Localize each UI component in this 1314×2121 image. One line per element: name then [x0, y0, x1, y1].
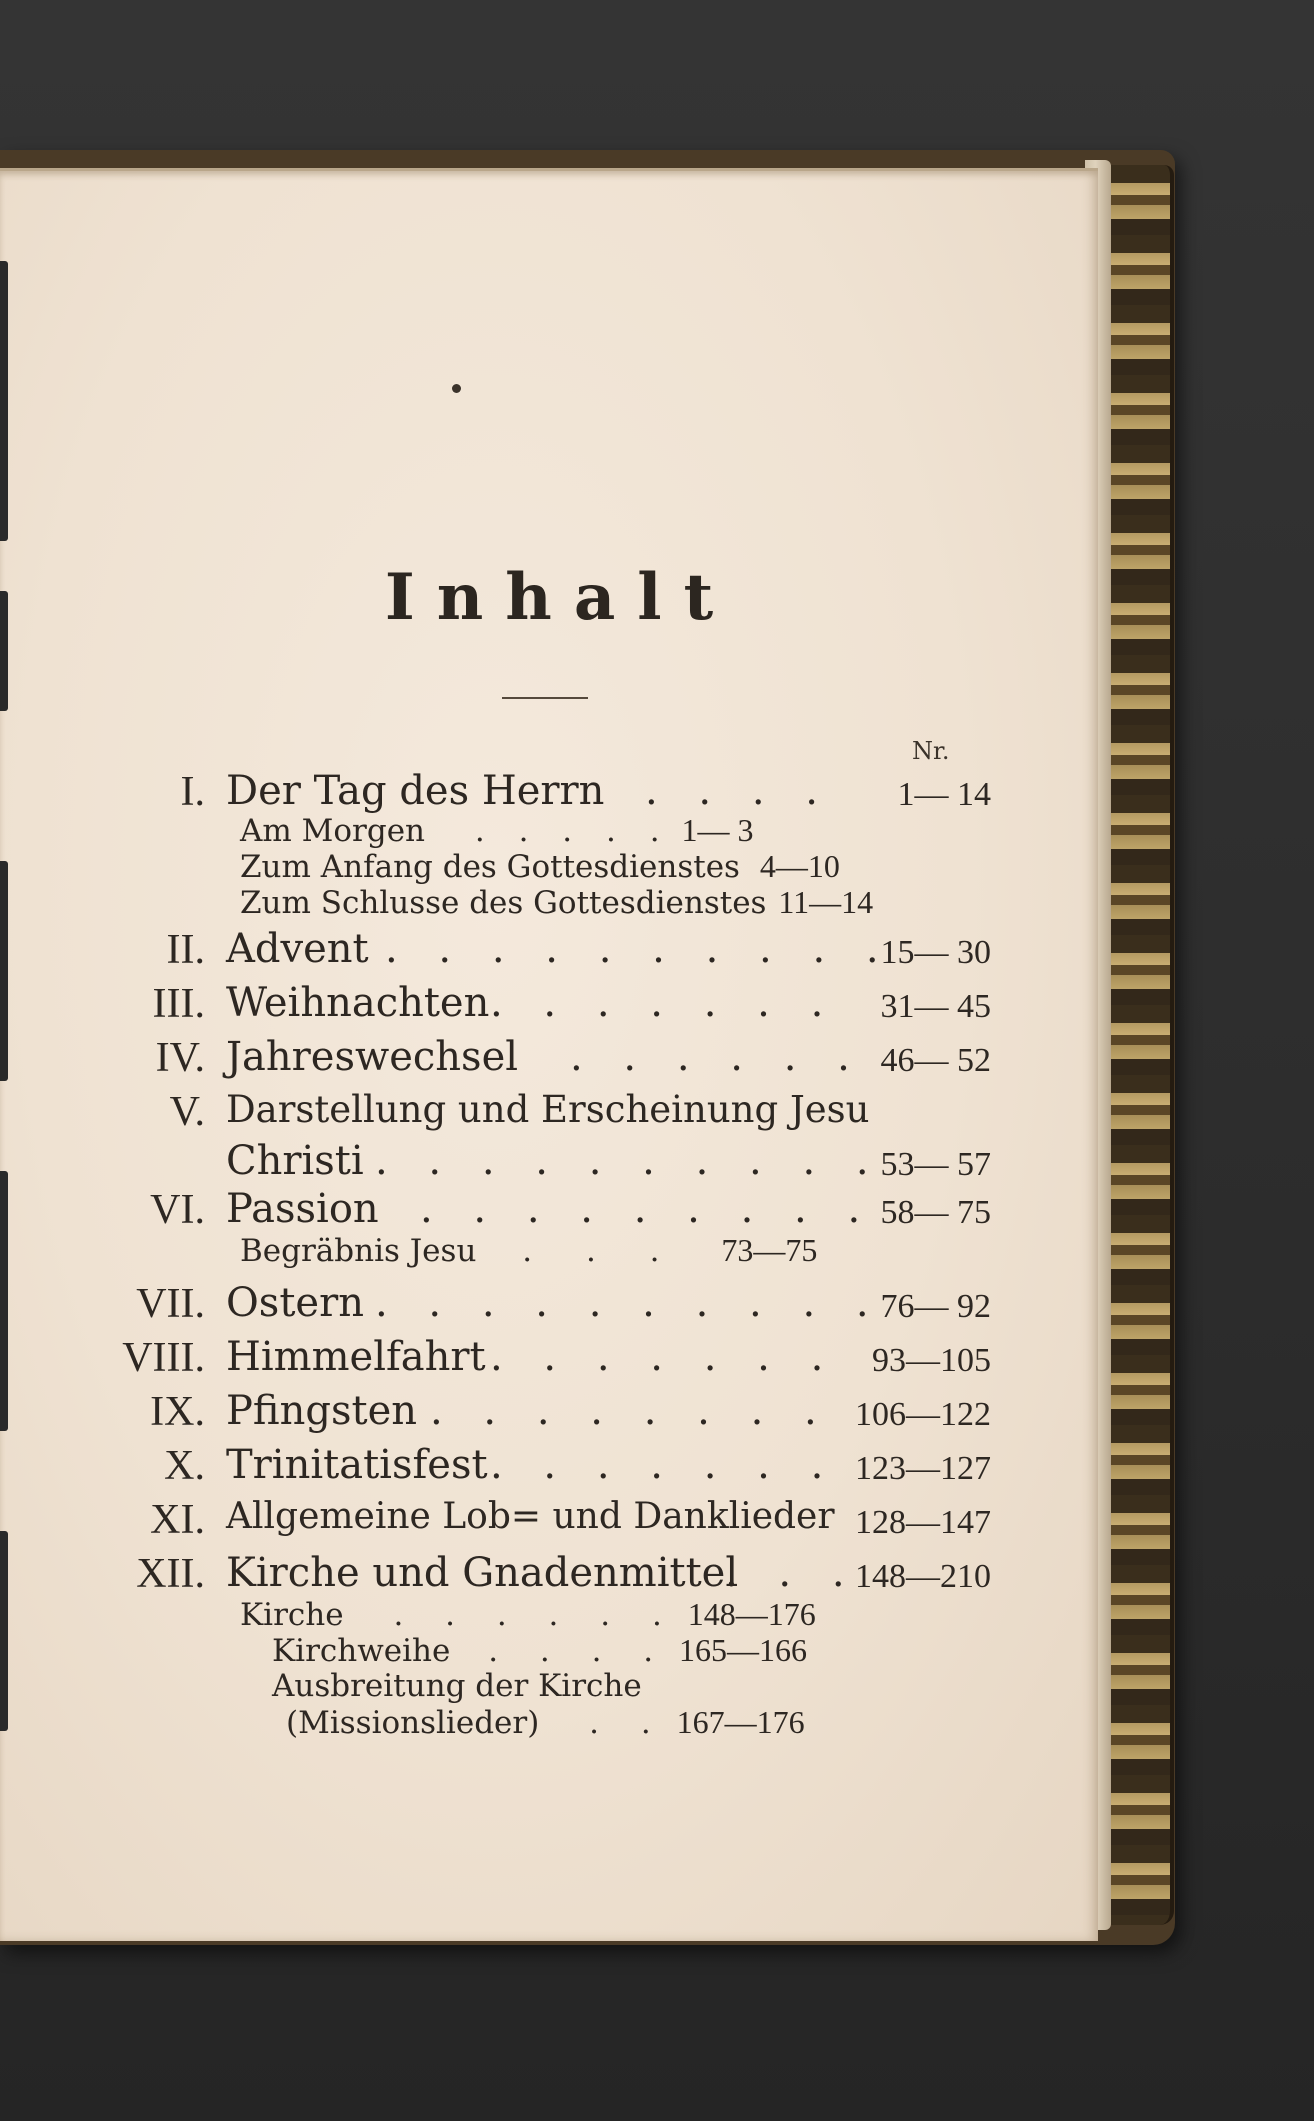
- subsection-entry: [272, 1668, 642, 1704]
- subsection-range: 11—14: [778, 884, 874, 920]
- subsection-range: 73—75: [721, 1232, 818, 1268]
- subsection-title: Zum Schlusse des Gottesdienstes: [240, 885, 767, 921]
- hymn-range: 53— 57: [880, 1146, 991, 1183]
- toc-entry: [0, 1550, 1000, 1600]
- section-number: II.: [166, 927, 205, 973]
- subsection-title: Ausbreitung der Kirche: [272, 1668, 642, 1704]
- dot-leader: . . .: [522, 1233, 682, 1269]
- hymn-range: 15— 30: [880, 934, 991, 971]
- hymn-range: 76— 92: [880, 1288, 991, 1325]
- toc-entry: [0, 1280, 1000, 1330]
- hymn-range: 31— 45: [880, 988, 991, 1025]
- subsection-entry: [240, 1596, 816, 1633]
- toc-entry: [0, 1442, 1000, 1492]
- toc-entry: [0, 1186, 1000, 1236]
- section-title: Advent: [226, 926, 369, 972]
- toc-entry: [0, 1088, 1000, 1138]
- subsection-entry: [286, 1704, 805, 1741]
- subsection-title: Begräbnis Jesu: [240, 1233, 477, 1269]
- subsection-entry: [272, 1632, 807, 1669]
- hymn-range: 123—127: [855, 1450, 991, 1487]
- toc-entry: [0, 768, 1000, 818]
- subsection-title: Am Morgen: [240, 813, 426, 849]
- number-column-header: Nr.: [912, 737, 950, 765]
- subsection-title: Zum Anfang des Gottesdienstes: [240, 849, 740, 885]
- subsection-range: 165—166: [679, 1632, 808, 1668]
- dot-leader: . . . . . . .: [490, 980, 838, 1026]
- section-title: Christi: [226, 1138, 364, 1184]
- section-number: IX.: [150, 1389, 205, 1435]
- dot-leader: . . . . .: [474, 813, 672, 849]
- hymn-range: 1— 14: [897, 776, 991, 813]
- section-number: VII.: [136, 1281, 205, 1327]
- dot-leader: . .: [589, 1705, 667, 1741]
- section-number: IV.: [155, 1035, 205, 1081]
- section-title: Jahreswechsel: [226, 1034, 519, 1080]
- toc-entry: [0, 980, 1000, 1030]
- hymn-range: 93—105: [872, 1342, 991, 1379]
- toc-entry-continuation: [0, 1138, 1000, 1188]
- section-title: Passion: [226, 1186, 379, 1232]
- dot-leader: . . . .: [488, 1633, 670, 1669]
- section-title: Trinitatisfest: [226, 1442, 488, 1488]
- subsection-range: 1— 3: [681, 812, 754, 848]
- subsection-entry: [240, 884, 873, 921]
- section-title: Pfingsten: [226, 1388, 417, 1434]
- section-title: Der Tag des Herrn: [226, 768, 605, 814]
- subsection-range: 167—176: [676, 1704, 805, 1740]
- dot-leader: . . . . . .: [570, 1034, 864, 1080]
- dot-leader: . . . . . . .: [490, 1334, 838, 1380]
- section-title: Kirche und Gnadenmittel: [226, 1550, 739, 1596]
- dot-leader: . . .: [725, 1550, 859, 1596]
- subsection-entry: [240, 848, 840, 885]
- subsection-title: Kirchweihe: [272, 1633, 451, 1669]
- subsection-range: 148—176: [687, 1596, 816, 1632]
- section-number: XII.: [136, 1551, 205, 1597]
- section-number: VI.: [150, 1187, 205, 1233]
- section-number: V.: [169, 1089, 205, 1135]
- hymn-range: 46— 52: [880, 1042, 991, 1079]
- toc-entry: [0, 1388, 1000, 1438]
- subsection-title: Kirche: [240, 1597, 344, 1633]
- page-title: Inhalt: [384, 560, 736, 635]
- toc-entry: [0, 1034, 1000, 1084]
- dot-leader: . . . . . . . .: [430, 1388, 831, 1434]
- dot-leader: . . . . . .: [393, 1597, 678, 1633]
- hymn-range: 58— 75: [880, 1194, 991, 1231]
- section-number: X.: [164, 1443, 205, 1489]
- section-title: Darstellung und Erscheinung Jesu: [226, 1088, 870, 1131]
- dot-leader: . . . . . . .: [490, 1442, 838, 1488]
- section-title: Ostern: [226, 1280, 364, 1326]
- subsection-range: 4—10: [759, 848, 840, 884]
- subsection-title: (Missionslieder): [286, 1705, 540, 1741]
- dot-leader: . . . . . . . . . .: [375, 1280, 883, 1326]
- toc-entry: [0, 926, 1000, 976]
- decorated-book-edge: [1105, 165, 1174, 1925]
- hymn-range: 106—122: [855, 1396, 991, 1433]
- section-number: III.: [152, 981, 205, 1027]
- subsection-entry: [240, 1232, 817, 1269]
- section-title: Weihnachten: [226, 980, 490, 1026]
- section-title: Allgemeine Lob= und Danklieder: [226, 1496, 835, 1537]
- dot-leader: . . . . . . . . .: [420, 1186, 875, 1232]
- hymn-range: 148—210: [855, 1558, 991, 1595]
- section-number: I.: [180, 769, 205, 815]
- hymn-range: 128—147: [855, 1504, 991, 1541]
- dot-leader: . . . . . . . . . .: [385, 926, 893, 972]
- toc-entry: [0, 1334, 1000, 1384]
- subsection-entry: [240, 812, 753, 849]
- section-title: Himmelfahrt: [226, 1334, 486, 1380]
- section-number: VIII.: [122, 1335, 205, 1381]
- dot-leader: . . . .: [645, 768, 833, 814]
- dot-leader: . . . . . . . . . .: [375, 1138, 883, 1184]
- section-number: XI.: [150, 1497, 205, 1543]
- toc-entry: [0, 1496, 1000, 1546]
